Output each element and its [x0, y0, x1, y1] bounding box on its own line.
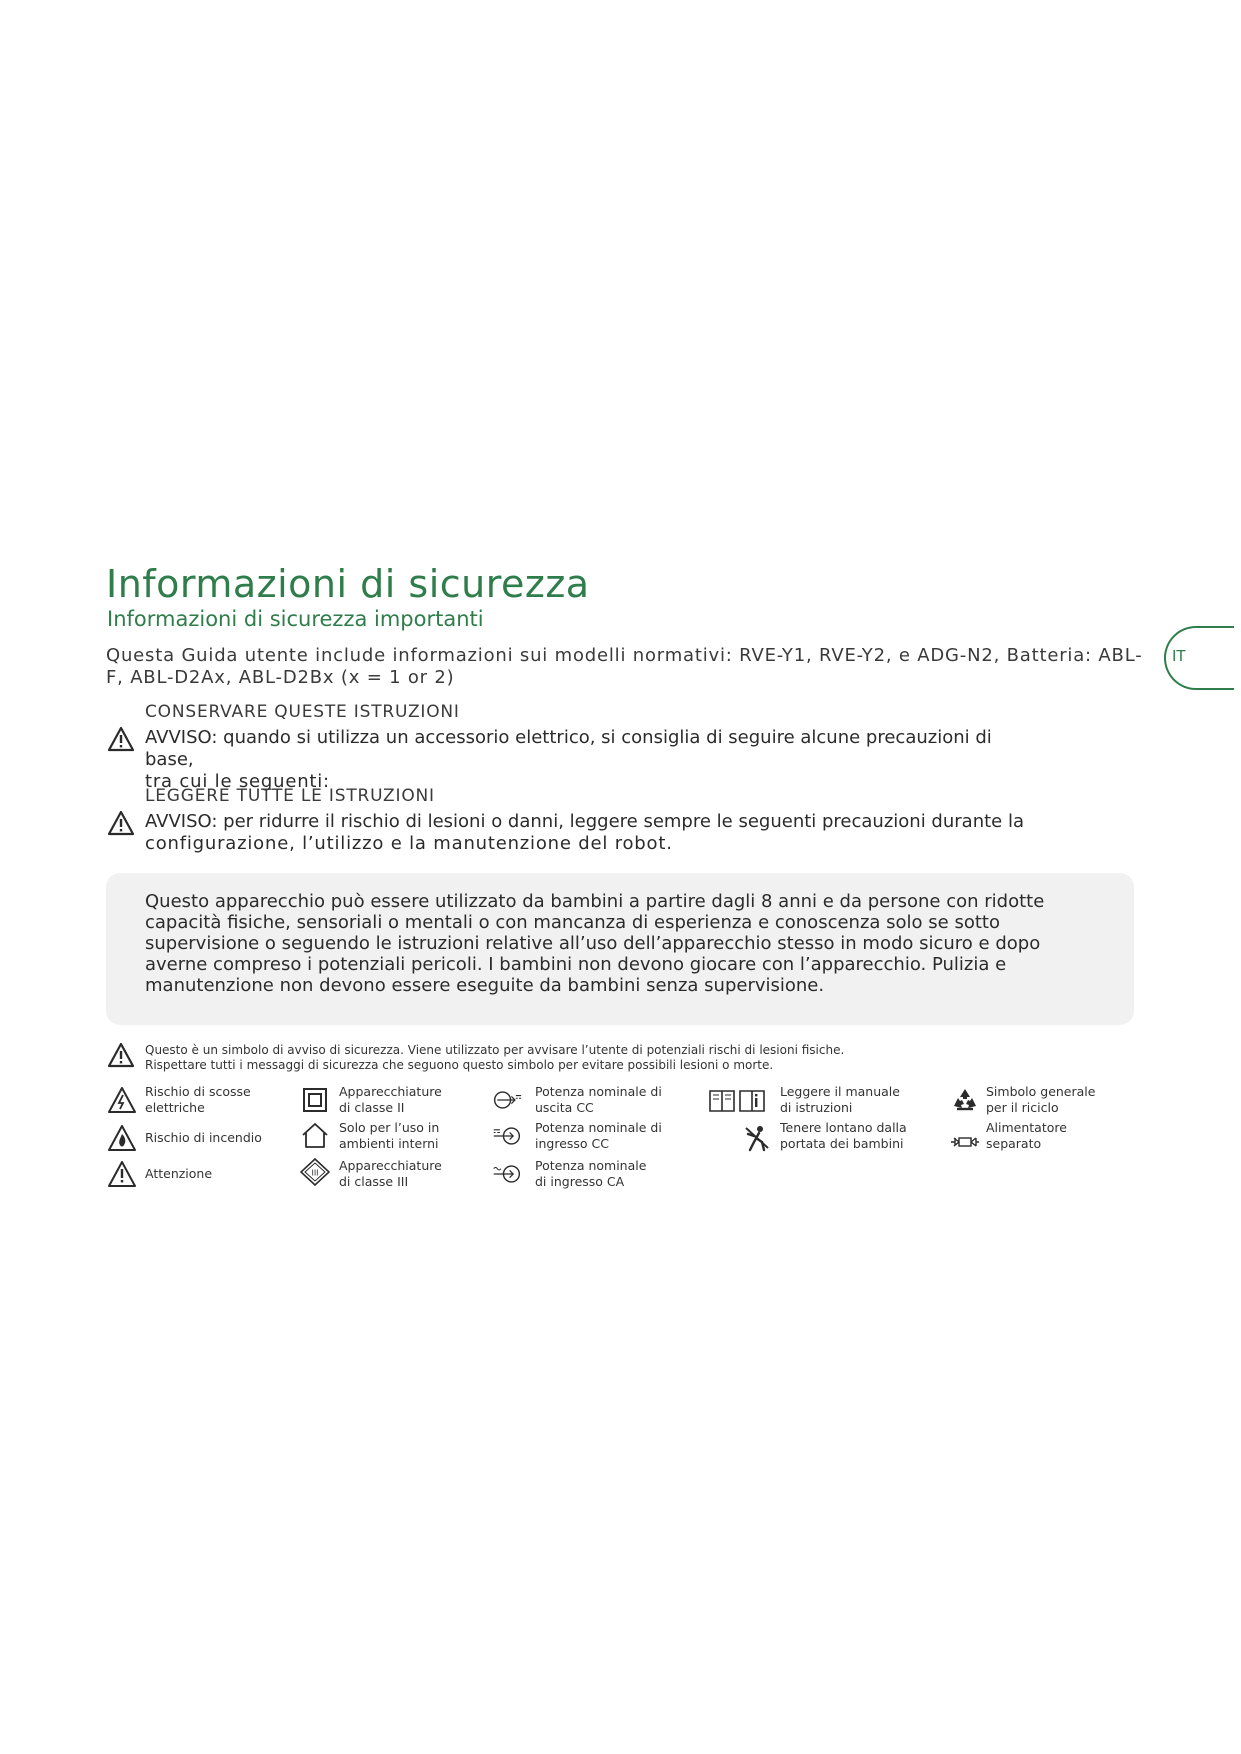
page-title: Informazioni di sicurezza	[106, 562, 590, 606]
class-iii-icon	[300, 1158, 330, 1186]
recycling-icon	[950, 1086, 980, 1114]
legend-label-indoor-use: Solo per l’uso in ambienti interni	[339, 1120, 440, 1151]
safety-alert-symbol-icon	[107, 1042, 135, 1068]
warning-text-1	[145, 727, 1045, 793]
legend-label-keep-away-children: Tenere lontano dalla portata dei bambini	[780, 1120, 907, 1151]
legend-label-fire: Rischio di incendio	[145, 1130, 262, 1145]
warning-text-2-tail: configurazione, l’utilizzo e la manutenzione del robot.	[145, 833, 673, 854]
legend-label-caution: Attenzione	[145, 1166, 213, 1181]
legend-label-dc-input: Potenza nominale di ingresso CC	[535, 1120, 662, 1151]
warning-text-1-main: AVVISO: quando si utilizza un accessorio elettrico, si consiglia di seguire alcune precauzioni di base,	[145, 727, 992, 770]
svg-text:III: III	[311, 1168, 319, 1178]
safety-symbol-note	[145, 1043, 1045, 1073]
class-ii-icon	[300, 1086, 330, 1114]
notice-box-text: Questo apparecchio può essere utilizzato da bambini a partire dagli 8 anni e da persone con ridotte capacità fisiche, sensoriali o mentali o con mancanza di esperienza e conoscenza solo se sotto supervisione o seguendo le istruzioni relative all’uso dell’apparecchio stesso in modo sicuro e dopo averne compreso i potenziali pericoli. I bambini non devono giocare con l’apparecchio. Pulizia e manutenzione non devono essere eseguite da bambini senza supervisione.	[145, 891, 1045, 996]
intro-text: Questa Guida utente include informazioni sui modelli normativi: RVE-Y1, RVE-Y2, e ADG-N2, Batteria: ABL-F, ABL-D2Ax, ABL-D2Bx (x = 1 or 2)	[106, 645, 1143, 688]
warning-text-1-tail: tra cui le seguenti:	[145, 771, 330, 792]
warning-triangle-icon	[107, 726, 135, 752]
legend-label-recycling: Simbolo generale per il riciclo	[986, 1084, 1096, 1115]
separate-power-supply-icon	[950, 1128, 980, 1156]
language-tab-label: IT	[1172, 647, 1186, 665]
read-manual-icon	[708, 1086, 768, 1114]
safety-symbol-note-line1: Questo è un simbolo di avviso di sicurezza. Viene utilizzato per avvisare l’utente di potenziali rischi di lesioni fisiche.	[145, 1043, 845, 1057]
warning-text-2	[145, 811, 1045, 855]
legend-label-electric-shock: Rischio di scosse elettriche	[145, 1084, 251, 1115]
legend-label-read-manual: Leggere il manuale di istruzioni	[780, 1084, 900, 1115]
fire-warning-icon	[107, 1124, 137, 1152]
legend-label-dc-output: Potenza nominale di uscita CC	[535, 1084, 662, 1115]
keep-away-children-icon	[742, 1124, 772, 1152]
legend-label-class-ii: Apparecchiature di classe II	[339, 1084, 442, 1115]
safety-symbol-note-line2: Rispettare tutti i messaggi di sicurezza che seguono questo simbolo per evitare possibili lesioni o morte.	[145, 1058, 774, 1072]
page-subtitle: Informazioni di sicurezza importanti	[107, 607, 484, 631]
caution-warning-icon	[107, 1160, 137, 1188]
legend-label-ac-input: Potenza nominale di ingresso CA	[535, 1158, 647, 1189]
legend-label-separate-power-supply: Alimentatore separato	[986, 1120, 1067, 1151]
warning-text-2-main: AVVISO: per ridurre il rischio di lesioni o danni, leggere sempre le seguenti precauzioni durante la	[145, 811, 1024, 832]
dc-output-icon	[492, 1086, 522, 1114]
section-heading-read: LEGGERE TUTTE LE ISTRUZIONI	[145, 786, 435, 806]
dc-input-icon	[492, 1122, 522, 1150]
legend-label-class-iii: Apparecchiature di classe III	[339, 1158, 442, 1189]
indoor-use-icon	[300, 1121, 330, 1149]
ac-input-icon	[492, 1160, 522, 1188]
warning-triangle-icon	[107, 810, 135, 836]
section-heading-conserve: CONSERVARE QUESTE ISTRUZIONI	[145, 702, 460, 722]
electric-shock-warning-icon	[107, 1086, 137, 1114]
